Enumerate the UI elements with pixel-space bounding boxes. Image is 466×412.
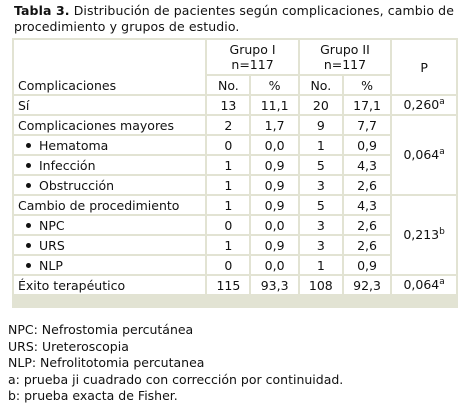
g1-pct: 0,9 <box>251 236 297 254</box>
g2-no: 1 <box>300 136 342 154</box>
row-label: Cambio de procedimiento <box>14 196 205 214</box>
group2-name: Grupo II <box>320 42 370 57</box>
table-row-npc <box>14 216 456 234</box>
g2-pct: 17,1 <box>344 96 390 114</box>
g2-pct: 0,9 <box>344 256 390 274</box>
header-row-groups <box>14 40 456 74</box>
row-label: Sí <box>14 96 205 114</box>
g2-pct: 2,6 <box>344 216 390 234</box>
g2-no: 5 <box>300 156 342 174</box>
table-row-si <box>14 96 456 114</box>
g1-no-header: No. <box>207 76 249 94</box>
g2-pct: 2,6 <box>344 236 390 254</box>
g2-pct: 7,7 <box>344 116 390 134</box>
row-label: NPC <box>14 216 205 234</box>
g1-no: 0 <box>207 256 249 274</box>
g1-no: 13 <box>207 96 249 114</box>
table-row-mayores <box>14 116 456 134</box>
g2-no: 5 <box>300 196 342 214</box>
data-table <box>12 38 458 296</box>
g1-no: 1 <box>207 156 249 174</box>
g2-no: 9 <box>300 116 342 134</box>
g2-pct-header: % <box>344 76 390 94</box>
g2-no: 20 <box>300 96 342 114</box>
g2-no: 108 <box>300 276 342 294</box>
g1-pct: 0,0 <box>251 136 297 154</box>
row-label: NLP <box>14 256 205 274</box>
footnote: URS: Ureteroscopia <box>8 338 129 354</box>
p-value: 0,213$^b$ <box>392 196 456 274</box>
g1-pct: 0,0 <box>251 216 297 234</box>
g2-pct: 2,6 <box>344 176 390 194</box>
bullet-icon <box>26 243 31 248</box>
g1-pct-header: % <box>251 76 297 94</box>
g1-no: 115 <box>207 276 249 294</box>
table-footnotes <box>8 322 458 405</box>
row-label: Éxito terapéutico <box>14 276 205 294</box>
g2-no: 1 <box>300 256 342 274</box>
row-label: Hematoma <box>14 136 205 154</box>
row-label: Infección <box>14 156 205 174</box>
group1-name: Grupo I <box>229 42 276 57</box>
g1-pct: 1,7 <box>251 116 297 134</box>
table-row-hematoma <box>14 136 456 154</box>
g1-no: 2 <box>207 116 249 134</box>
bullet-icon <box>26 223 31 228</box>
g1-no: 1 <box>207 196 249 214</box>
g1-no: 1 <box>207 176 249 194</box>
g2-no: 3 <box>300 176 342 194</box>
g1-no: 1 <box>207 236 249 254</box>
complications-header: Complicaciones <box>14 40 205 94</box>
table-row-exito <box>14 276 456 294</box>
g2-pct: 92,3 <box>344 276 390 294</box>
g2-no: 3 <box>300 236 342 254</box>
table-row-urs <box>14 236 456 254</box>
group1-n: n=117 <box>231 57 274 72</box>
g1-pct: 0,9 <box>251 156 297 174</box>
table-row-cambio <box>14 196 456 214</box>
row-label: Complicaciones mayores <box>14 116 205 134</box>
g1-pct: 11,1 <box>251 96 297 114</box>
g1-pct: 0,9 <box>251 196 297 214</box>
footnote: NLP: Nefrolitotomia percutanea <box>8 355 205 371</box>
g1-pct: 0,9 <box>251 176 297 194</box>
g1-no: 0 <box>207 136 249 154</box>
footnote: b: prueba exacta de Fisher. <box>8 388 178 404</box>
table-caption <box>14 3 460 35</box>
g2-pct: 0,9 <box>344 136 390 154</box>
g1-no: 0 <box>207 216 249 234</box>
g2-pct: 4,3 <box>344 156 390 174</box>
g2-pct: 4,3 <box>344 196 390 214</box>
caption-text: Distribución de pacientes según complicaciones, cambio de procedimiento y grupos de estudio. <box>14 3 454 34</box>
footnote: NPC: Nefrostomia percutánea <box>8 322 194 337</box>
group1-header <box>207 40 297 74</box>
row-label: URS <box>14 236 205 254</box>
bullet-icon <box>26 183 31 188</box>
g1-pct: 0,0 <box>251 256 297 274</box>
table-row-infeccion <box>14 156 456 174</box>
g2-no: 3 <box>300 216 342 234</box>
caption-label: Tabla 3. <box>14 3 70 18</box>
footnote: a: prueba ji cuadrado con corrección por continuidad. <box>8 371 344 387</box>
group2-header <box>300 40 390 74</box>
p-value: 0,064$^a$ <box>392 116 456 194</box>
table-row-obstruccion <box>14 176 456 194</box>
group2-n: n=117 <box>323 57 367 72</box>
bullet-icon <box>26 143 31 148</box>
bullet-icon <box>26 263 31 268</box>
g1-pct: 93,3 <box>251 276 297 294</box>
data-table-container <box>12 38 458 308</box>
g2-no-header: No. <box>300 76 342 94</box>
table-row-nlp <box>14 256 456 274</box>
p-value: 0,260$^a$ <box>392 96 456 114</box>
p-header: P <box>392 40 456 94</box>
row-label: Obstrucción <box>14 176 205 194</box>
bullet-icon <box>26 163 31 168</box>
p-value: 0,064$^a$ <box>392 276 456 294</box>
